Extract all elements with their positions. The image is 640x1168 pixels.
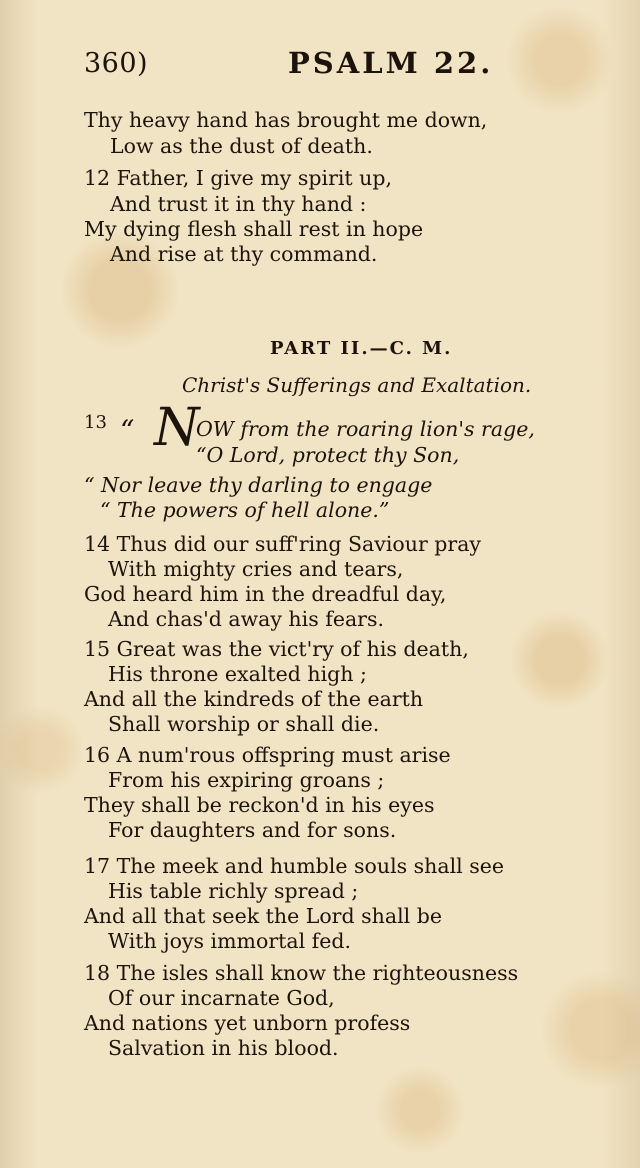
verse-line: And trust it in thy hand :: [110, 192, 367, 216]
opening-quote: “: [120, 414, 135, 447]
part-subtitle: Christ's Sufferings and Exaltation.: [182, 373, 532, 397]
verse-line: 16 A num'rous offspring must arise: [84, 743, 451, 767]
verse-line: And chas'd away his fears.: [108, 607, 385, 631]
verse-line: With joys immortal fed.: [108, 929, 352, 953]
verse-line: Thy heavy hand has brought me down,: [84, 108, 488, 132]
verse-line: And nations yet unborn profess: [84, 1011, 411, 1035]
verse-line: Of our incarnate God,: [108, 986, 335, 1010]
page-number: 360): [84, 48, 149, 79]
verse-line: Low as the dust of death.: [110, 134, 373, 158]
verse-line: From his expiring groans ;: [108, 768, 385, 792]
verse-line: For daughters and for sons.: [108, 818, 397, 842]
drop-cap-letter: N: [154, 398, 200, 458]
verse-line: 15 Great was the vict'ry of his death,: [84, 637, 469, 661]
verse-line: And rise at thy command.: [110, 242, 378, 266]
verse-line: “ The powers of hell alone.”: [100, 498, 390, 522]
verse-line: God heard him in the dreadful day,: [84, 582, 447, 606]
verse-line: “ Nor leave thy darling to engage: [84, 473, 433, 497]
verse-line: 14 Thus did our suff'ring Saviour pray: [84, 532, 482, 556]
verse-number-13: 13: [84, 412, 107, 433]
verse-line: “O Lord, protect thy Son,: [196, 443, 460, 467]
verse-line: And all that seek the Lord shall be: [84, 904, 442, 928]
verse-line: And all the kindreds of the earth: [84, 687, 424, 711]
part-heading: PART II.—C. M.: [270, 338, 453, 359]
verse-line: His table richly spread ;: [108, 879, 359, 903]
verse-line: My dying flesh shall rest in hope: [84, 217, 424, 241]
verse-line: With mighty cries and tears,: [108, 557, 404, 581]
verse-line: OW from the roaring lion's rage,: [196, 417, 535, 441]
verse-line: His throne exalted high ;: [108, 662, 367, 686]
verse-line: They shall be reckon'd in his eyes: [84, 793, 435, 817]
page-title: PSALM 22.: [288, 46, 494, 80]
verse-line: 18 The isles shall know the righteousness: [84, 961, 519, 985]
verse-line: 17 The meek and humble souls shall see: [84, 854, 505, 878]
verse-line: Shall worship or shall die.: [108, 712, 380, 736]
verse-line: 12 Father, I give my spirit up,: [84, 166, 393, 190]
verse-line: Salvation in his blood.: [108, 1036, 339, 1060]
